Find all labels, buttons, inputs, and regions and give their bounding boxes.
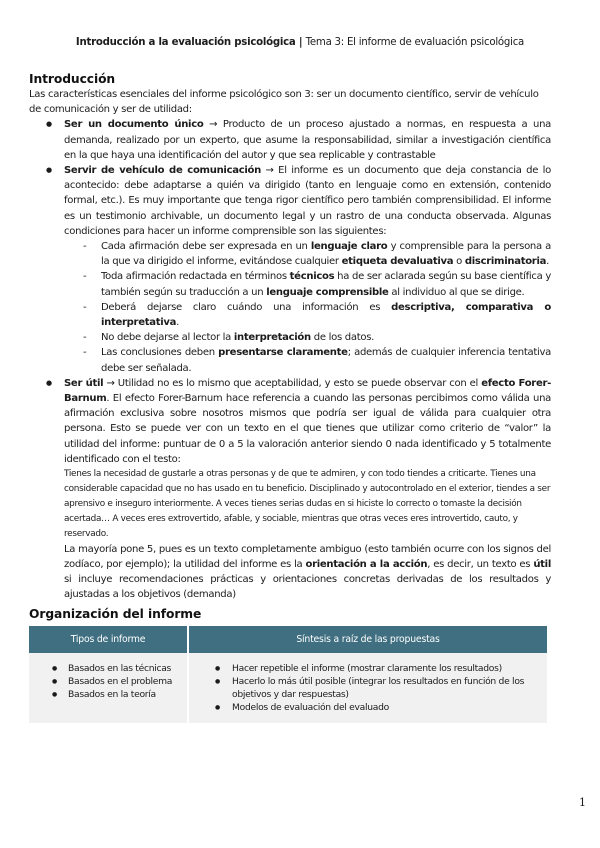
header-separator: | <box>295 37 306 48</box>
item-text: Cada afirmación debe ser expresada en un <box>101 241 311 253</box>
header-topic: Tema 3: El informe de evaluación psicológica <box>305 37 525 48</box>
item-keyword: presentarse claramente <box>218 347 348 359</box>
column-header: Síntesis a raíz de las propuestas <box>188 626 547 653</box>
intro-lead: Las características esenciales del informe psicológico son 3: ser un documento científico, servir de vehículo de comunicación y ser de utilidad: <box>29 89 539 116</box>
condition-item <box>83 300 551 330</box>
list-item: ● Basados en la teoría <box>29 688 187 701</box>
keyword: orientación a la acción <box>305 558 428 570</box>
bullet-documento-unico <box>29 117 551 163</box>
item-text: o <box>453 256 465 268</box>
list-item: ● Basados en el problema <box>29 675 187 688</box>
keyword: útil <box>533 558 551 570</box>
keyword: Ser útil <box>64 377 104 389</box>
condition-item <box>83 330 551 345</box>
keyword: efecto Forer-Barnum <box>64 377 551 405</box>
condition-item <box>83 345 551 375</box>
item-text: Deberá dejarse claro cuándo una información es <box>101 301 392 313</box>
bullet-text: Producto de un proceso ajustado a normas, en respuesta a una demanda, realizado por un experto, que asume la responsabilidad, similar a investigación científica en la que haya una identificación del autor y que sea replicable y contrastable <box>64 119 552 161</box>
item-text: ; además de cualquier inferencia tentativa debe ser señalada. <box>101 347 551 374</box>
item-keyword: descriptiva, comparativa o interpretativa <box>101 301 551 329</box>
main-content <box>29 72 551 723</box>
item-text: . <box>546 256 549 268</box>
arrow: → <box>103 377 118 389</box>
arrow: → <box>203 119 223 131</box>
keyword: Ser un documento único <box>64 119 204 131</box>
utility-conclusion <box>29 542 551 603</box>
section-heading-intro: Introducción <box>29 72 116 86</box>
types-cell <box>29 653 188 723</box>
list-item: ● Modelos de evaluación del evaluado <box>189 701 547 714</box>
item-text: No debe dejarse al lector la <box>101 332 234 344</box>
forer-test-text: Tienes la necesidad de gustarle a otras personas y de que te admiren, y con todo tiendes a criticarte. Tienes una considerable capacidad que no has usado en tu beneficio. Disciplinado y autocontrolado en el exterior, tiendes a ser aprensivo e inseguro interiormente. A veces tienes serias dudas en si hiciste lo correcto o tomaste la decisión acertada… A veces eres extrovertido, afable, y sociable, mientras que otras veces eres introvertido, cauto, y reservado. <box>64 469 551 539</box>
header-course: Introducción a la evaluación psicológica <box>75 37 296 48</box>
list-item: ● Hacer repetible el informe (mostrar claramente los resultados) <box>189 662 547 675</box>
item-text: Las conclusiones deben <box>101 347 219 359</box>
item-text: . <box>176 317 179 329</box>
bullet-text: Utilidad no es lo mismo que aceptabilidad, y esto se puede observar con el <box>117 377 482 389</box>
item-text: Toda afirmación redactada en términos <box>101 271 290 283</box>
synthesis-cell <box>188 653 547 723</box>
organization-table <box>29 626 547 723</box>
paragraph-text: si incluye recomendaciones prácticas y orientaciones concretas derivadas de los resultados y ajustadas a los objetivos (demanda) <box>64 574 551 601</box>
bullet-text: El informe es un documento que deja constancia de lo acontecido: debe adaptarse a quién va dirigido (tanto en lenguaje como en extensión, contenido formal, etc.). Es muy importante que tenga rigor científico pero también comprensibilidad. El informe es un testimonio archivable, un documento legal y un rastro de una conducta observada. Algunas condiciones para hacer un informe comprensible son las siguientes: <box>64 165 551 237</box>
item-text: al individuo al que se dirige. <box>388 286 525 298</box>
page-number: 1 <box>579 796 586 809</box>
condition-item <box>83 239 551 269</box>
item-keyword: discriminatoria <box>464 256 547 268</box>
item-keyword: lenguaje claro <box>310 241 388 253</box>
bullet-text: . El efecto Forer-Barnum hace referencia a cuando las personas percibimos como válida una afirmación exclusiva sobre nosotros mismos que podría ser igual de válida para cualquier otra persona. Esto se puede ver con un texto en el que tienes que utilizar como criterio de “valor” la utilidad del informe: puntuar de 0 a 5 la valoración anterior siendo 0 nada identificado y 5 totalmente identificado con el testo: <box>64 393 551 465</box>
column-header: Tipos de informe <box>29 626 188 653</box>
paragraph-text: , es decir, un texto es <box>427 558 534 570</box>
condition-item <box>83 269 551 299</box>
item-text: y comprensible para la persona a la que va dirigido el informe, evitándose cualquier <box>101 241 551 268</box>
bullet-ser-util <box>29 376 551 467</box>
item-keyword: lenguaje comprensible <box>266 286 389 298</box>
arrow: → <box>260 165 279 177</box>
item-keyword: interpretación <box>233 332 311 344</box>
conditions-list <box>29 239 551 376</box>
table-row <box>29 653 547 723</box>
running-header <box>0 37 600 48</box>
item-text: de los datos. <box>310 332 375 344</box>
paragraph-text: La mayoría pone 5, pues es un texto completamente ambiguo (esto también ocurre con los signos del zodíaco, por ejemplo); la utilidad del informe es la <box>64 543 551 570</box>
keyword: Servir de vehículo de comunicación <box>64 165 261 177</box>
item-keyword: técnicos <box>289 271 335 283</box>
table-header-row <box>29 626 547 653</box>
bullet-vehiculo-comunicacion <box>29 163 551 239</box>
section-heading-organization: Organización del informe <box>29 607 202 622</box>
item-text: ha de ser aclarada según su base científica y también según su traducción a un <box>101 271 552 298</box>
item-keyword: etiqueta devaluativa <box>341 256 454 268</box>
list-item: ● Basados en las técnicas <box>29 662 187 675</box>
list-item: ● Hacerlo lo más útil posible (integrar los resultados en función de los objetivos y dar respuestas) <box>189 675 547 701</box>
